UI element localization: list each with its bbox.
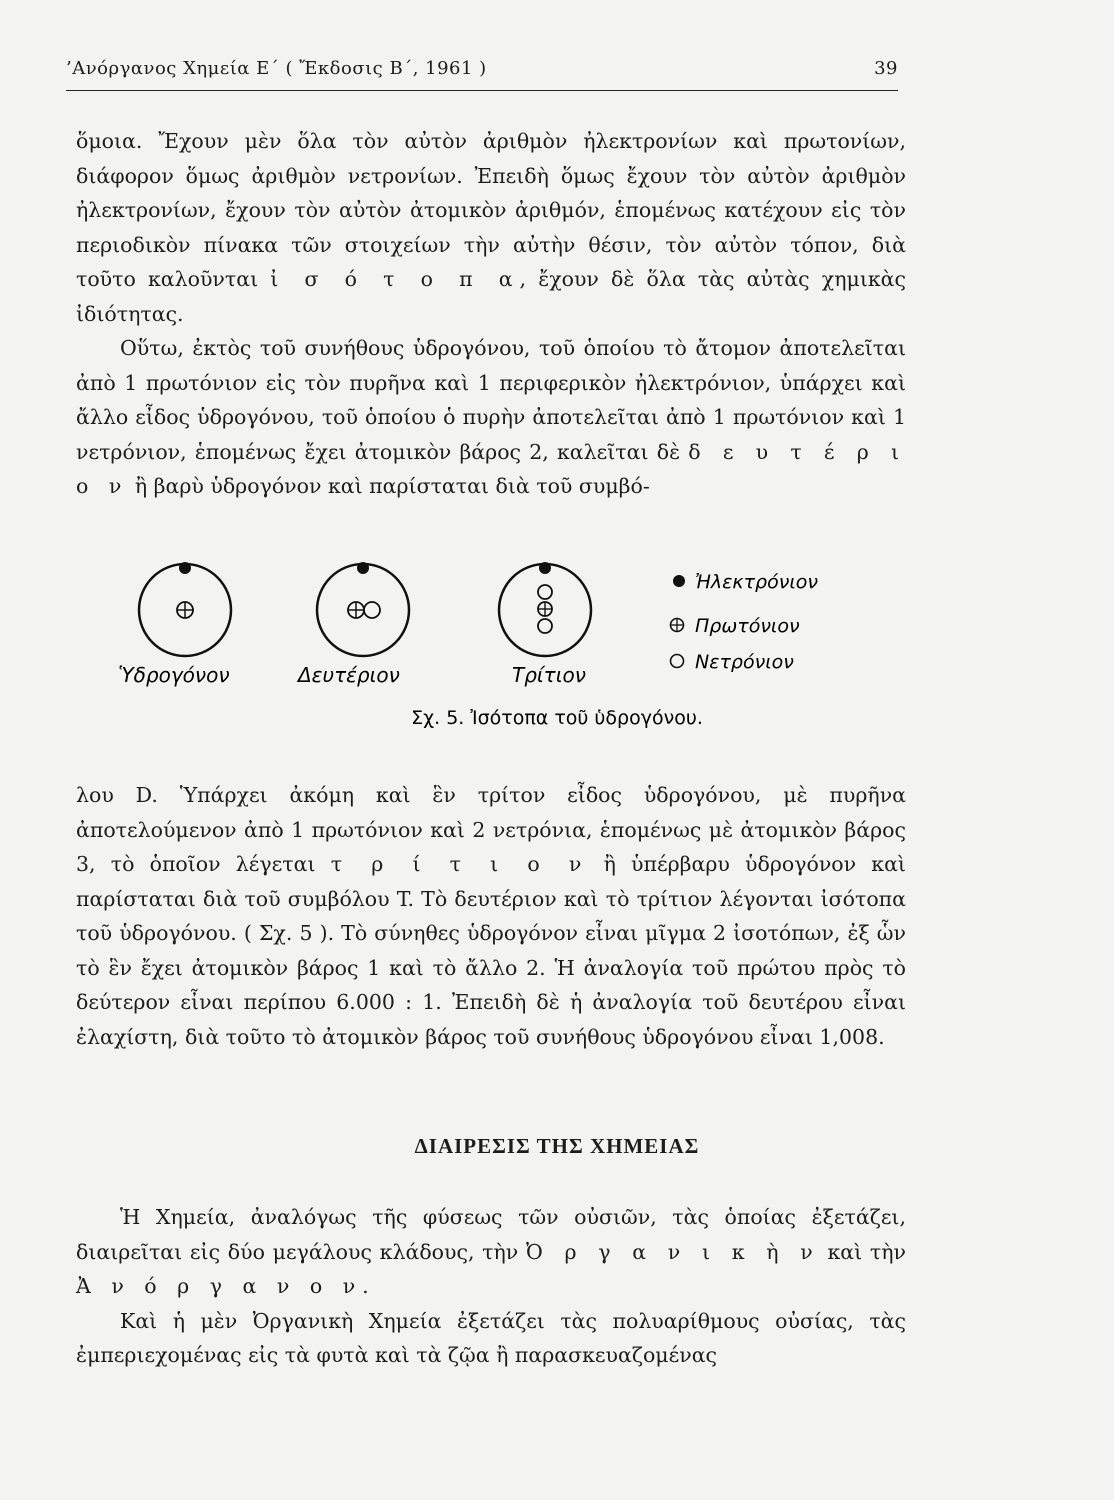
electron-dot [539, 562, 551, 574]
section-heading: ΔΙΑΙΡΕΣΙΣ ΤΗΣ ΧΗΜΕΙΑΣ [414, 1134, 700, 1158]
header-rule [66, 90, 898, 91]
deuterium-atom-diagram [317, 562, 409, 656]
paragraph-branches: Ἡ Χημεία, ἀναλόγως τῆς φύσεως τῶν οὐσιῶν, τὰς ὁποίας ἐξετάζει, διαιρεῖται εἰς δύο μεγάλους κλάδους, τὴν Ὀ ρ γ α ν ι κ ὴ ν καὶ τὴν Ἀ ν ό ρ γ α ν ο ν. [76, 1205, 906, 1298]
figure-isotopes [0, 548, 1114, 748]
electron-legend-icon [673, 575, 685, 587]
paragraph-isotopes: ὅμοια. Ἔχουν μὲν ὅλα τὸν αὐτὸν ἀριθμὸν ἠλεκτρονίων καὶ πρωτονίων, διάφορον ὅμως ἀριθμὸν νετρονίων. Ἐπειδὴ ὅμως ἔχουν τὸν αὐτὸν ἀριθμὸν ἠλεκτρονίων, ἔχουν τὸν αὐτὸν ἀτομικὸν ἀριθμόν, ἑπομένως κατέχουν εἰς τὸν περιοδικὸν πίνακα τῶν στοιχείων τὴν αὐτὴν θέσιν, τὸν αὐτὸν τόπον, διὰ τοῦτο καλοῦνται ἰ σ ό τ ο π α, ἔχουν δὲ ὅλα τὰς αὐτὰς χημικὰς ἰδιότητας. [76, 129, 906, 326]
neutron-symbol [364, 602, 380, 618]
electron-dot [357, 562, 369, 574]
tritium-atom-diagram [499, 562, 591, 656]
text-block-1 [76, 124, 906, 504]
label-tritium: Τρίτιον [512, 663, 586, 687]
term-tritium: τ ρ ί τ ι ο ν [330, 852, 589, 876]
legend-electron: Ἠλεκτρόνιον [695, 571, 819, 593]
label-deuterium: Δευτέριον [298, 663, 400, 687]
page-number: 39 [874, 58, 898, 79]
legend-proton: Πρωτόνιον [695, 615, 800, 637]
term-deuterion: δ ε υ τ έ ρ ι ο ν [76, 439, 906, 498]
electron-dot [179, 562, 191, 574]
neutron-symbol [538, 619, 552, 633]
text-block-3 [76, 1200, 906, 1373]
running-header [66, 58, 898, 86]
term-isotopa: ἰ σ ό τ ο π α [270, 267, 520, 291]
term-organic: Ὀ ρ γ α ν ι κ ὴ ν [525, 1239, 820, 1264]
legend-neutron: Νετρόνιον [695, 651, 794, 673]
figure-caption: Σχ. 5. Ἰσότοπα τοῦ ὑδρογόνου. [411, 707, 703, 729]
figure-legend [671, 571, 819, 673]
paragraph-tritium: λου D. Ὑπάρχει ἀκόμη καὶ ἓν τρίτον εἶδος ὑδρογόνου, μὲ πυρῆνα ἀποτελούμενον ἀπὸ 1 πρωτόνιον καὶ 2 νετρόνια, ἑπομένως μὲ ἀτομικὸν βάρος 3, τὸ ὁποῖον λέγεται τ ρ ί τ ι ο ν ἢ ὑπέρβαρυ ὑδρογόνον καὶ παρίσταται διὰ τοῦ συμβόλου T. Τὸ δευτέριον καὶ τὸ τρίτιον λέγονται ἰσότοπα τοῦ ὑδρογόνου. ( Σχ. 5 ). Τὸ σύνηθες ὑδρογόνον εἶναι μῖγμα 2 ἰσοτόπων, ἐξ ὧν τὸ ἓν ἔχει ἀτομικὸν βάρος 1 καὶ τὸ ἄλλο 2. Ἡ ἀναλογία τοῦ πρώτου πρὸς τὸ δεύτερον εἶναι περίπου 6.000 : 1. Ἐπειδὴ δὲ ἡ ἀναλογία τοῦ δευτέρου εἶναι ἐλαχίστη, διὰ τοῦτο τὸ ἀτομικὸν βάρος τοῦ συνήθους ὑδρογόνου εἶναι 1,008. [76, 783, 906, 1049]
neutron-legend-icon [671, 655, 684, 668]
hydrogen-atom-diagram [139, 562, 231, 656]
text-block-2 [76, 778, 906, 1054]
neutron-symbol [538, 585, 552, 599]
running-title: ’Ανόργανος Χημεία Ε΄ ( Ἔκδοσις Β΄, 1961 ) [66, 58, 487, 79]
paragraph-organic-chemistry: Καὶ ἡ μὲν Ὀργανικὴ Χημεία ἐξετάζει τὰς πολυαρίθμους οὐσίας, τὰς ἐμπεριεχομένας εἰς τὰ φυτὰ καὶ τὰ ζῷα ἢ παρασκευαζομένας [76, 1308, 906, 1367]
term-inorganic: Ἀ ν ό ρ γ α ν ο ν [76, 1274, 363, 1298]
paragraph-deuterium: Οὕτω, ἐκτὸς τοῦ συνήθους ὑδρογόνου, τοῦ ὁποίου τὸ ἄτομον ἀποτελεῖται ἀπὸ 1 πρωτόνιον εἰς τὸν πυρῆνα καὶ 1 περιφερικὸν ἠλεκτρόνιον, ὑπάρχει καὶ ἄλλο εἶδος ὑδρογόνου, τοῦ ὁποίου ὁ πυρὴν ἀποτελεῖται ἀπὸ 1 πρωτόνιον καὶ 1 νετρόνιον, ἑπομένως ἔχει ἀτομικὸν βάρος 2, καλεῖται δὲ δ ε υ τ έ ρ ι ο ν ἢ βαρὺ ὑδρογόνον καὶ παρίσταται διὰ τοῦ συμβό- [76, 336, 906, 498]
label-hydrogen: Ὑδρογόνον [118, 663, 230, 687]
